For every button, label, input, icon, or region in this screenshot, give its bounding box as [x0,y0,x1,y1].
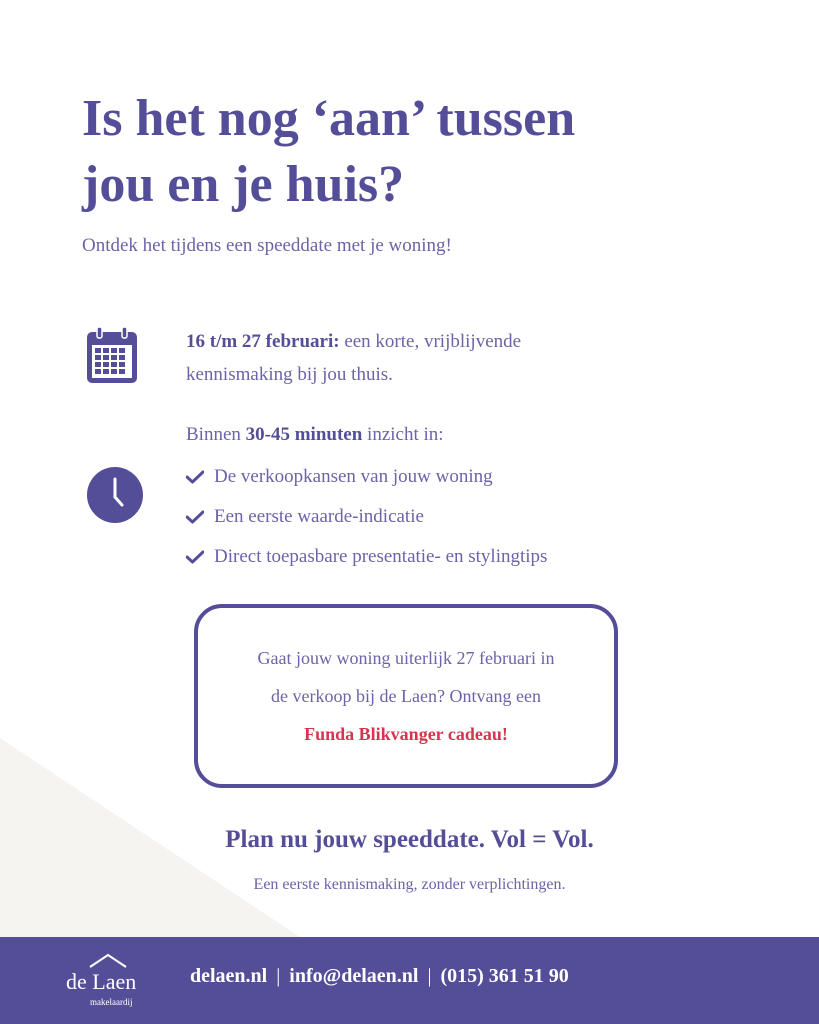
clock-icon [86,466,144,524]
separator: | [427,965,432,987]
contact-line [190,965,569,988]
insight-intro [186,424,444,446]
website-link[interactable]: delaen.nl [190,965,268,987]
list-item [186,457,547,497]
cta-subtitle: Een eerste kennismaking, zonder verplichtingen. [253,876,566,893]
insight-intro-after: inzicht in: [362,424,444,445]
subtitle: Ontdek het tijdens een speeddate met je woning! [82,235,452,256]
logo [66,951,146,1011]
house-roof-icon [74,953,136,969]
check-icon [186,510,204,524]
headline [82,86,742,218]
list-item-label: Een eerste waarde-indicatie [214,506,424,527]
headline-line-2: jou en je huis? [82,156,405,213]
check-icon [186,470,204,484]
insight-intro-bold: 30-45 minuten [245,424,363,445]
calendar-icon [86,326,138,384]
offer-box [194,604,618,788]
cta-title: Plan nu jouw speeddate. Vol = Vol. [225,826,594,853]
date-info-bold: 16 t/m 27 februari: [186,331,340,352]
footer [0,937,819,1024]
insight-intro-before: Binnen [186,424,246,445]
email-link[interactable]: info@delaen.nl [289,965,419,987]
check-icon [186,550,204,564]
insight-list [186,457,547,577]
offer-line-2: de verkoop bij de Laen? Ontvang een [271,686,541,706]
date-info-text: een korte, vrijblijvende kennismaking bij jou thuis. [186,331,522,385]
date-info [186,325,626,391]
list-item [186,537,547,577]
separator: | [276,965,281,987]
list-item [186,497,547,537]
offer-highlight: Funda Blikvanger cadeau! [304,724,508,744]
list-item-label: Direct toepasbare presentatie- en stylingtips [214,546,548,567]
phone-link[interactable]: (015) 361 51 90 [440,965,569,987]
list-item-label: De verkoopkansen van jouw woning [214,466,493,487]
offer-line-1: Gaat jouw woning uiterlijk 27 februari in [257,648,555,668]
logo-name: de Laen [66,969,137,994]
headline-line-1: Is het nog ‘aan’ tussen [82,90,576,147]
logo-tagline: makelaardij [90,997,133,1007]
